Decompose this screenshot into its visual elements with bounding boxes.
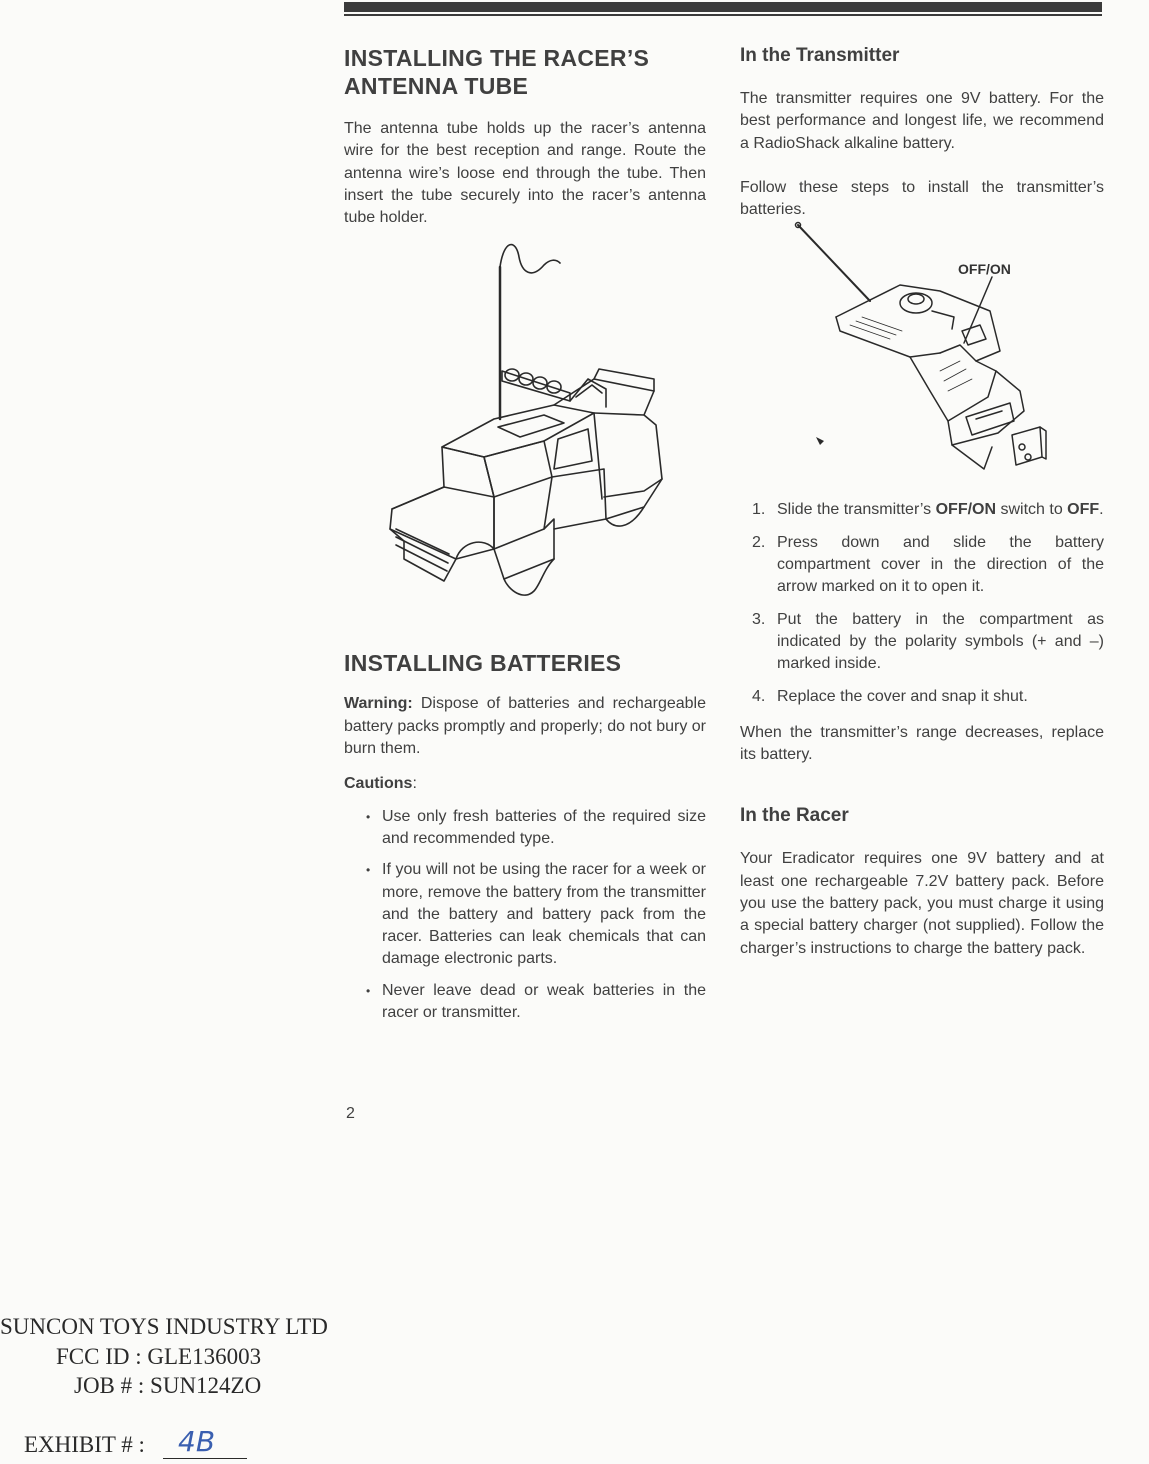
cautions-colon: : bbox=[412, 775, 417, 793]
step-item bbox=[740, 609, 1104, 676]
top-rule bbox=[344, 2, 1102, 12]
step-number: 1. bbox=[752, 501, 766, 519]
exhibit-number-handwritten: 4B bbox=[178, 1425, 216, 1458]
step-number: 4. bbox=[752, 687, 766, 705]
step-text: . bbox=[1099, 501, 1104, 519]
step-number: 2. bbox=[752, 533, 766, 551]
warning-text: Dispose of batteries and rechargeable battery packs promptly and properly; do not bury or burn them. bbox=[344, 695, 706, 758]
cautions-list bbox=[344, 806, 706, 1025]
antenna-heading-line1: INSTALLING THE RACER’S bbox=[344, 45, 650, 71]
step-item bbox=[740, 499, 1104, 521]
racer-paragraph: Your Eradicator requires one 9V battery and at least one rechargeable 7.2V battery pack. Before you use the battery pack, you must charge it using a special battery charger (not supplied). Follow the charger’s instructions to charge the battery pack. bbox=[740, 850, 1104, 957]
job-number: JOB # : SUN124ZO bbox=[74, 1373, 262, 1398]
transmitter-paragraph-2: Follow these steps to install the transmitter’s batteries. bbox=[740, 178, 1104, 219]
warning-paragraph bbox=[344, 693, 706, 760]
page-number: 2 bbox=[346, 1105, 355, 1122]
top-rule-thin bbox=[344, 14, 1102, 16]
step-text: Replace the cover and snap it shut. bbox=[777, 687, 1028, 705]
fcc-id: FCC ID : GLE136003 bbox=[56, 1344, 262, 1369]
steps-list bbox=[740, 499, 1104, 707]
company-name: SUNCON TOYS INDUSTRY LTD bbox=[0, 1314, 328, 1339]
exhibit-label: EXHIBIT # : bbox=[24, 1432, 145, 1457]
transmitter-figure bbox=[740, 221, 1104, 491]
caution-item: • If you will not be using the racer for a week or more, remove the battery from the transmitter and the battery and battery pack from the racer. Batteries can leak chemicals that can damage electronic parts. bbox=[344, 859, 706, 970]
racer-truck-figure bbox=[344, 229, 706, 649]
right-column bbox=[740, 44, 1104, 960]
truck-illustration bbox=[344, 229, 706, 649]
range-paragraph: When the transmitter’s range decreases, replace its battery. bbox=[740, 723, 1104, 764]
exhibit-underline bbox=[163, 1458, 247, 1459]
step-text: Press down and slide the battery compartment cover in the direction of the arrow marked on it to open it. bbox=[777, 533, 1104, 596]
batteries-heading: INSTALLING BATTERIES bbox=[344, 650, 622, 677]
step-number: 3. bbox=[752, 610, 766, 628]
step-item bbox=[740, 686, 1104, 708]
step-text: Slide the transmitter’s bbox=[777, 501, 936, 519]
caution-item: • Never leave dead or weak batteries in the racer or transmitter. bbox=[344, 980, 706, 1025]
cautions-label: Cautions bbox=[344, 775, 413, 793]
left-column bbox=[344, 44, 706, 1033]
transmitter-heading: In the Transmitter bbox=[740, 45, 900, 66]
racer-heading: In the Racer bbox=[740, 805, 849, 827]
transmitter-paragraph-1: The transmitter requires one 9V battery. For the best performance and longest life, we recommend a RadioShack alkaline battery. bbox=[740, 90, 1104, 152]
step-bold: OFF bbox=[1067, 501, 1100, 519]
antenna-paragraph: The antenna tube holds up the racer’s antenna wire for the best reception and range. Route the antenna wire’s loose end through the tube. Then insert the tube securely into the racer’s antenna tube holder. bbox=[344, 120, 706, 227]
step-item bbox=[740, 532, 1104, 599]
step-text: switch to bbox=[996, 501, 1068, 519]
step-text: Put the battery in the compartment as indicated by the polarity symbols (+ and –) marked inside. bbox=[777, 610, 1104, 673]
caution-item: • Use only fresh batteries of the required size and recommended type. bbox=[344, 806, 706, 851]
transmitter-illustration bbox=[740, 221, 1104, 491]
warning-label: Warning: bbox=[344, 695, 413, 713]
cautions-line bbox=[344, 773, 706, 795]
antenna-heading-line2: ANTENNA TUBE bbox=[344, 73, 529, 99]
offon-callout: OFF/ON bbox=[958, 261, 1011, 278]
step-bold: OFF/ON bbox=[935, 501, 997, 519]
antenna-heading bbox=[344, 44, 706, 100]
